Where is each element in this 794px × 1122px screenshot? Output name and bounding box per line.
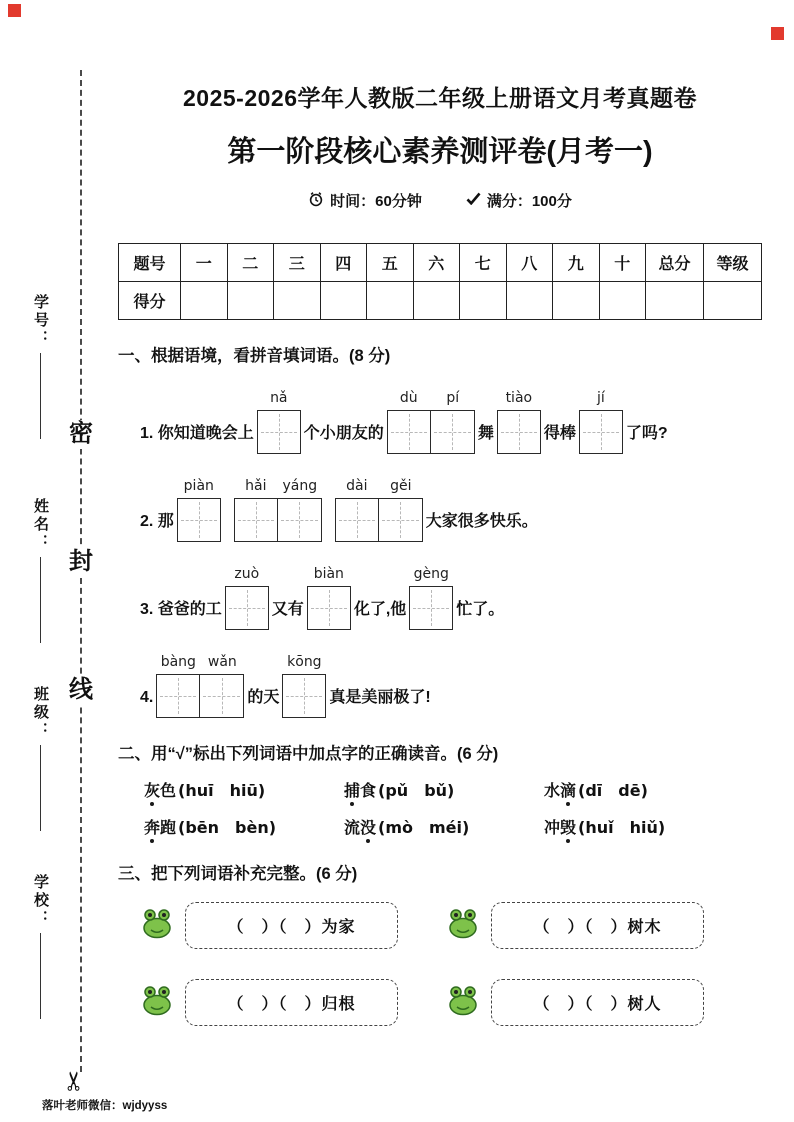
hanzi-writing-box[interactable] bbox=[257, 410, 301, 454]
score-cell[interactable] bbox=[553, 282, 600, 320]
word-char: 流 bbox=[344, 820, 361, 837]
hanzi-writing-box[interactable] bbox=[156, 674, 200, 718]
score-table-col: 八 bbox=[506, 244, 553, 282]
score-table bbox=[118, 243, 762, 320]
field-school-label: 学校： bbox=[32, 874, 49, 928]
score-cell[interactable] bbox=[413, 282, 460, 320]
section-one-heading: 一、根据语境，看拼音填词语。(8 分) bbox=[118, 347, 391, 365]
pronunciation-row-1 bbox=[144, 778, 762, 801]
word-completion-item bbox=[444, 979, 704, 1026]
pinyin-label: tiào bbox=[505, 390, 533, 406]
score-cell[interactable] bbox=[181, 282, 228, 320]
frog-icon bbox=[138, 983, 176, 1022]
pinyin-box-group bbox=[177, 478, 221, 542]
frog-icon bbox=[444, 906, 482, 945]
corner-mark-top-left bbox=[8, 4, 21, 17]
pinyin-options[interactable]: (pǔ bǔ) bbox=[378, 781, 455, 800]
score-table-col: 七 bbox=[460, 244, 507, 282]
score-table-col: 四 bbox=[320, 244, 367, 282]
score-cell[interactable] bbox=[320, 282, 367, 320]
score-cell[interactable] bbox=[367, 282, 414, 320]
pinyin-label: zuò bbox=[234, 566, 260, 582]
field-school bbox=[30, 874, 51, 1019]
word-char: 水 bbox=[544, 783, 561, 800]
pinyin-label: piàn bbox=[183, 478, 214, 494]
hanzi-writing-box[interactable] bbox=[431, 410, 475, 454]
score-table-col: 总分 bbox=[646, 244, 704, 282]
pinyin-label: yáng bbox=[282, 478, 318, 494]
pinyin-box-group bbox=[234, 478, 322, 542]
word-completion-blank[interactable]: （ ）（ ）为家 bbox=[185, 902, 398, 949]
hanzi-writing-box[interactable] bbox=[497, 410, 541, 454]
item1-text: 舞 bbox=[477, 425, 494, 442]
item3-text: 化了,他 bbox=[353, 601, 407, 618]
score-table-col: 等级 bbox=[704, 244, 762, 282]
pinyin-box-group bbox=[387, 390, 475, 454]
score-table-col: 六 bbox=[413, 244, 460, 282]
score-cell[interactable] bbox=[599, 282, 646, 320]
pinyin-box-group bbox=[497, 390, 541, 454]
pinyin-label: dài bbox=[346, 478, 368, 494]
score-table-col: 十 bbox=[599, 244, 646, 282]
exam-subtitle: 第一阶段核心素养测评卷(月考一) bbox=[227, 136, 653, 168]
phonetic-word-huise[interactable] bbox=[144, 778, 344, 801]
pinyin-label: jí bbox=[596, 390, 605, 406]
score-table-header-row bbox=[119, 244, 762, 282]
hanzi-writing-box[interactable] bbox=[379, 498, 423, 542]
pinyin-box-group bbox=[335, 478, 423, 542]
word-completion-blank[interactable]: （ ）（ ）树木 bbox=[491, 902, 704, 949]
word-completion-blank[interactable]: （ ）（ ）归根 bbox=[185, 979, 398, 1026]
pinyin-box-group bbox=[156, 654, 244, 718]
word-char: 灰 bbox=[144, 778, 160, 801]
frog-icon bbox=[444, 983, 482, 1022]
word-completion-item bbox=[138, 979, 398, 1026]
pinyin-options[interactable]: (bēn bèn) bbox=[178, 818, 277, 837]
scissors-icon: ✂ bbox=[59, 1070, 90, 1092]
word-char: 毁 bbox=[560, 815, 576, 838]
word-char: 色 bbox=[160, 783, 177, 800]
word-char: 捕 bbox=[344, 778, 360, 801]
word-completion-item bbox=[138, 902, 398, 949]
full-score-label: 满分：100分 bbox=[486, 193, 572, 210]
phonetic-word-liumo[interactable] bbox=[344, 815, 544, 838]
pinyin-label: pí bbox=[446, 390, 460, 406]
pinyin-label: gěi bbox=[390, 478, 412, 494]
pinyin-box-group bbox=[579, 390, 623, 454]
item3-text: 又有 bbox=[271, 601, 304, 618]
score-table-tihao: 题号 bbox=[119, 244, 181, 282]
pinyin-options[interactable]: (dī dē) bbox=[578, 781, 648, 800]
score-table-defen: 得分 bbox=[119, 282, 181, 320]
score-table-col: 九 bbox=[553, 244, 600, 282]
pinyin-box-group bbox=[257, 390, 301, 454]
pinyin-label: bàng bbox=[160, 654, 196, 670]
section-three-heading: 三、把下列词语补充完整。(6 分) bbox=[118, 865, 358, 883]
field-name bbox=[30, 498, 51, 643]
field-student-number-label: 学号： bbox=[32, 294, 49, 348]
hanzi-writing-box[interactable] bbox=[579, 410, 623, 454]
score-cell[interactable] bbox=[274, 282, 321, 320]
hanzi-writing-box[interactable] bbox=[278, 498, 322, 542]
full-score-info bbox=[466, 190, 572, 211]
score-table-col: 二 bbox=[227, 244, 274, 282]
phonetic-word-benpao[interactable] bbox=[144, 815, 344, 838]
time-info bbox=[308, 190, 422, 211]
pinyin-label: kōng bbox=[287, 654, 322, 670]
item1-text: 个小朋友的 bbox=[303, 425, 384, 442]
section-two-heading: 二、用“√”标出下列词语中加点字的正确读音。(6 分) bbox=[118, 745, 499, 763]
pinyin-box-group bbox=[409, 566, 453, 630]
item4-text: 真是美丽极了! bbox=[329, 689, 431, 706]
word-completion-grid bbox=[138, 902, 704, 1026]
pinyin-options[interactable]: (mò méi) bbox=[378, 818, 470, 837]
hanzi-writing-box[interactable] bbox=[387, 410, 431, 454]
item2-text: 2. 那 bbox=[140, 513, 174, 530]
item4-text: 4. bbox=[140, 689, 154, 706]
score-cell[interactable] bbox=[704, 282, 762, 320]
teacher-wechat-note: 落叶老师微信：wjdyyss bbox=[42, 1100, 168, 1112]
seal-char-feng: 封 bbox=[69, 548, 93, 575]
word-char: 跑 bbox=[160, 820, 177, 837]
exam-title: 2025-2026学年人教版二年级上册语文月考真题卷 bbox=[183, 85, 697, 111]
item1-text: 1. 你知道晚会上 bbox=[140, 425, 254, 442]
score-cell[interactable] bbox=[646, 282, 704, 320]
fill-item-4 bbox=[140, 654, 762, 718]
field-name-blank[interactable] bbox=[40, 557, 42, 643]
hanzi-writing-box[interactable] bbox=[177, 498, 221, 542]
word-char: 食 bbox=[360, 783, 377, 800]
exam-info-row bbox=[118, 190, 762, 211]
score-table-score-row bbox=[119, 282, 762, 320]
checkmark-icon bbox=[466, 192, 481, 209]
item2-text: 大家很多快乐。 bbox=[425, 513, 538, 530]
item3-text: 3. 爸爸的工 bbox=[140, 601, 222, 618]
phonetic-word-bushi[interactable] bbox=[344, 778, 544, 801]
word-completion-blank[interactable]: （ ）（ ）树人 bbox=[491, 979, 704, 1026]
score-cell[interactable] bbox=[460, 282, 507, 320]
field-school-blank[interactable] bbox=[40, 933, 42, 1019]
pinyin-box-group bbox=[225, 566, 269, 630]
pinyin-options[interactable]: (huī hiū) bbox=[178, 781, 266, 800]
field-class-label: 班级： bbox=[32, 686, 49, 740]
corner-mark-top-right bbox=[771, 27, 784, 40]
score-table-col: 三 bbox=[274, 244, 321, 282]
exam-paper bbox=[118, 80, 762, 1026]
field-student-number-blank[interactable] bbox=[40, 353, 42, 439]
pinyin-label: nǎ bbox=[270, 390, 288, 406]
pinyin-label: hǎi bbox=[245, 478, 267, 494]
score-cell[interactable] bbox=[506, 282, 553, 320]
clock-icon bbox=[308, 191, 324, 211]
hanzi-writing-box[interactable] bbox=[282, 674, 326, 718]
hanzi-writing-box[interactable] bbox=[234, 498, 278, 542]
item3-text: 忙了。 bbox=[456, 601, 505, 618]
hanzi-writing-box[interactable] bbox=[409, 586, 453, 630]
field-student-number bbox=[30, 294, 51, 439]
word-char: 没 bbox=[360, 815, 376, 838]
pinyin-label: dù bbox=[399, 390, 418, 406]
hanzi-writing-box[interactable] bbox=[335, 498, 379, 542]
pinyin-label: wǎn bbox=[207, 654, 237, 670]
pronunciation-row-2 bbox=[144, 815, 762, 838]
item4-text: 的天 bbox=[247, 689, 280, 706]
seal-char-mi: 密 bbox=[69, 420, 93, 447]
hanzi-writing-box[interactable] bbox=[225, 586, 269, 630]
word-char: 冲 bbox=[544, 820, 561, 837]
fill-item-2 bbox=[140, 478, 762, 542]
item1-text: 了吗? bbox=[625, 425, 668, 442]
fill-item-1 bbox=[140, 390, 762, 454]
score-cell[interactable] bbox=[227, 282, 274, 320]
score-table-col: 五 bbox=[367, 244, 414, 282]
pinyin-label: gèng bbox=[413, 566, 449, 582]
field-class bbox=[30, 686, 51, 831]
pinyin-box-group bbox=[282, 654, 326, 718]
pinyin-options[interactable]: (huǐ hiǔ) bbox=[578, 818, 666, 837]
phonetic-word-shuidi[interactable] bbox=[544, 778, 744, 801]
pinyin-label: biàn bbox=[313, 566, 344, 582]
phonetic-word-chonghui[interactable] bbox=[544, 815, 744, 838]
word-completion-item bbox=[444, 902, 704, 949]
item1-text: 得棒 bbox=[543, 425, 576, 442]
pinyin-box-group bbox=[307, 566, 351, 630]
fill-item-3 bbox=[140, 566, 762, 630]
field-name-label: 姓名： bbox=[32, 498, 49, 552]
word-char: 奔 bbox=[144, 815, 160, 838]
hanzi-writing-box[interactable] bbox=[307, 586, 351, 630]
hanzi-writing-box[interactable] bbox=[200, 674, 244, 718]
field-class-blank[interactable] bbox=[40, 745, 42, 831]
seal-char-xian: 线 bbox=[69, 676, 93, 703]
word-char: 滴 bbox=[560, 778, 576, 801]
score-table-col: 一 bbox=[181, 244, 228, 282]
time-label: 时间：60分钟 bbox=[330, 193, 422, 210]
frog-icon bbox=[138, 906, 176, 945]
